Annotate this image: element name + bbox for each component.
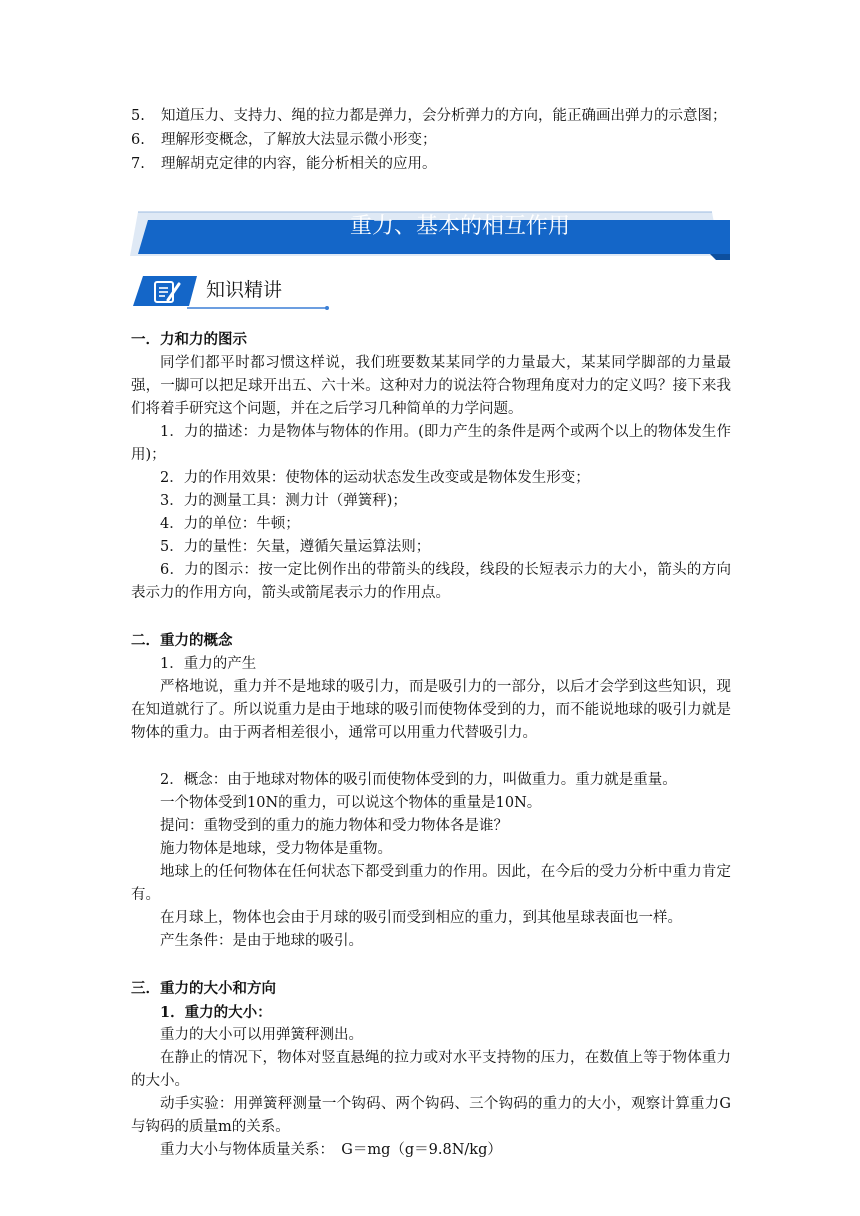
- paragraph: 产生条件：是由于地球的吸引。: [160, 933, 363, 949]
- paragraph: 在静止的情况下，物体对竖直悬绳的拉力或对水平支持物的压力，在数值上等于物体重力的大小。: [131, 1050, 731, 1089]
- section-heading: 一．力和力的图示: [131, 331, 247, 348]
- list-item: 5．力的量性：矢量，遵循矢量运算法则；: [160, 539, 431, 555]
- paragraph: 严格地说，重力并不是地球的吸引力，而是吸引力的一部分，以后才会学到这些知识，现在知道就行了。所以说重力是由于地球的吸引而使物体受到的力，而不能说地球的吸引力就是物体的重力。由于两者相差很小，通常可以用重力代替吸引力。: [131, 679, 731, 741]
- section-label-text: 知识精讲: [206, 279, 283, 301]
- goal-item: [131, 152, 731, 176]
- list-item: 2．力的作用效果：使物体的运动状态发生改变或是物体发生形变；: [160, 470, 590, 486]
- section-heading: 二．重力的概念: [131, 632, 233, 649]
- paragraph: 一个物体受到10N的重力，可以说这个物体的重量是10N。: [160, 795, 542, 811]
- paragraph: 重力的大小可以用弹簧秤测出。: [160, 1027, 363, 1043]
- goal-text: 理解形变概念，了解放大法显示微小形变；: [161, 132, 437, 148]
- paragraph: 同学们都平时都习惯这样说，我们班要数某某同学的力量最大，某某同学脚部的力量最强，一脚可以把足球开出五、六十米。这种对力的说法符合物理角度对力的定义吗？接下来我们将着手研究这个问题，并在之后学习几种简单的力学问题。: [131, 355, 731, 417]
- goal-number: 5.: [131, 108, 145, 124]
- learning-goals-list: [131, 104, 731, 176]
- paragraph: 在月球上，物体也会由于月球的吸引而受到相应的重力，到其他星球表面也一样。: [160, 910, 682, 926]
- list-item: 4．力的单位：牛顿；: [160, 516, 300, 532]
- goal-item: [131, 128, 731, 152]
- paragraph: 地球上的任何物体在任何状态下都受到重力的作用。因此，在今后的受力分析中重力肯定有。: [131, 864, 731, 903]
- list-item: 6．力的图示：按一定比例作出的带箭头的线段，线段的长短表示力的大小，箭头的方向表示力的作用方向，箭头或箭尾表示力的作用点。: [131, 562, 731, 601]
- paragraph: 2．概念：由于地球对物体的吸引而使物体受到的力，叫做重力。重力就是重量。: [160, 772, 677, 788]
- goal-item: [131, 104, 731, 128]
- goal-number: 7.: [131, 156, 145, 172]
- paragraph: 动手实验：用弹簧秤测量一个钩码、两个钩码、三个钩码的重力的大小，观察计算重力G与钩码的质量m的关系。: [131, 1096, 731, 1135]
- section-heading: 三．重力的大小和方向: [131, 980, 276, 997]
- list-item: 1．力的描述：力是物体与物体的作用。(即力产生的条件是两个或两个以上的物体发生作用)；: [131, 424, 731, 463]
- section-label: [131, 272, 331, 314]
- goal-number: 6.: [131, 132, 145, 148]
- subheading: 1．重力的产生: [160, 656, 257, 672]
- subheading: 1．重力的大小：: [160, 1004, 272, 1021]
- paragraph: 重力大小与物体质量关系： G＝mg（g＝9.8N/kg）: [160, 1142, 502, 1158]
- chapter-banner: [130, 210, 730, 260]
- goal-text: 理解胡克定律的内容，能分析相关的应用。: [161, 156, 437, 172]
- paragraph: 提问：重物受到的重力的施力物体和受力物体各是谁？: [160, 818, 508, 834]
- list-item: 3．力的测量工具：测力计（弹簧秤)；: [160, 493, 407, 509]
- banner-title: 重力、基本的相互作用: [349, 214, 570, 239]
- paragraph: 施力物体是地球，受力物体是重物。: [160, 841, 392, 857]
- goal-text: 知道压力、支持力、绳的拉力都是弹力，会分析弹力的方向，能正确画出弹力的示意图；: [161, 108, 727, 124]
- lesson-content: [131, 328, 731, 1162]
